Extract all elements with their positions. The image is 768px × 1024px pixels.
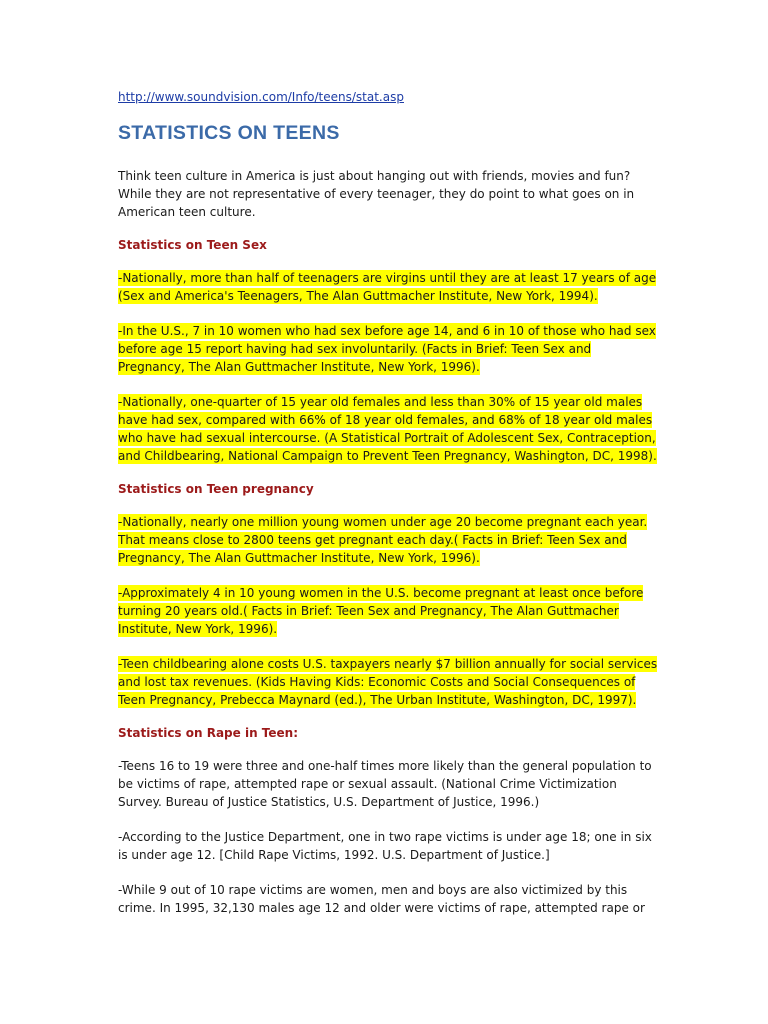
stat-paragraph <box>118 513 658 567</box>
section-heading-teen-pregnancy: Statistics on Teen pregnancy <box>118 482 314 496</box>
stat-paragraph <box>118 393 658 465</box>
highlighted-text: -Teen childbearing alone costs U.S. taxpayers nearly $7 billion annually for social services and lost tax revenues. (Kids Having Kids: Economic Costs and Social Consequences of Teen Pregnancy, Prebecca Maynard (ed.), The Urban Institute, Washington, DC, 1997). <box>118 657 658 707</box>
highlighted-text: -Nationally, nearly one million young women under age 20 become pregnant each year. That means close to 2800 teens get pregnant each day.( Facts in Brief: Teen Sex and Pregnancy, The Alan Guttmacher Institute, New York, 1996). <box>118 515 648 565</box>
source-link[interactable]: http://www.soundvision.com/Info/teens/stat.asp <box>118 90 404 104</box>
paragraph-text: -While 9 out of 10 rape victims are women, men and boys are also victimized by this crime. In 1995, 32,130 males age 12 and older were victims of rape, attempted rape or <box>118 883 645 915</box>
stat-paragraph <box>118 881 658 917</box>
stat-paragraph <box>118 757 658 811</box>
intro-paragraph: Think teen culture in America is just about hanging out with friends, movies and fun? While they are not representative of every teenager, they do point to what goes on in American teen culture. <box>118 169 635 219</box>
section-heading-teen-sex: Statistics on Teen Sex <box>118 238 267 252</box>
stat-paragraph <box>118 322 658 376</box>
highlighted-text: -Nationally, more than half of teenagers are virgins until they are at least 17 years of age (Sex and America's Teenagers, The Alan Guttmacher Institute, New York, 1994). <box>118 271 657 303</box>
section-heading-rape-in-teen: Statistics on Rape in Teen: <box>118 726 299 740</box>
stat-paragraph <box>118 828 658 864</box>
stat-paragraph <box>118 655 658 709</box>
highlighted-text: -Nationally, one-quarter of 15 year old females and less than 30% of 15 year old males have had sex, compared with 66% of 18 year old females, and 68% of 18 year old males who have had sexual intercourse. (A Statistical Portrait of Adolescent Sex, Contraception, and Childbearing, National Campaign to Prevent Teen Pregnancy, Washington, DC, 1998). <box>118 395 657 463</box>
stat-paragraph <box>118 269 658 305</box>
page-title: STATISTICS ON TEENS <box>118 122 340 144</box>
paragraph-text: -According to the Justice Department, one in two rape victims is under age 18; one in six is under age 12. [Child Rape Victims, 1992. U.S. Department of Justice.] <box>118 830 652 862</box>
document-page <box>118 86 658 934</box>
stat-paragraph <box>118 584 658 638</box>
highlighted-text: -Approximately 4 in 10 young women in the U.S. become pregnant at least once before turning 20 years old.( Facts in Brief: Teen Sex and Pregnancy, The Alan Guttmacher Institute, New York, 1996). <box>118 586 644 636</box>
highlighted-text: -In the U.S., 7 in 10 women who had sex before age 14, and 6 in 10 of those who had sex before age 15 report having had sex involuntarily. (Facts in Brief: Teen Sex and Pregnancy, The Alan Guttmacher Institute, New York, 1996). <box>118 324 656 374</box>
paragraph-text: -Teens 16 to 19 were three and one-half times more likely than the general population to be victims of rape, attempted rape or sexual assault. (National Crime Victimization Survey. Bureau of Justice Statistics, U.S. Department of Justice, 1996.) <box>118 759 652 809</box>
